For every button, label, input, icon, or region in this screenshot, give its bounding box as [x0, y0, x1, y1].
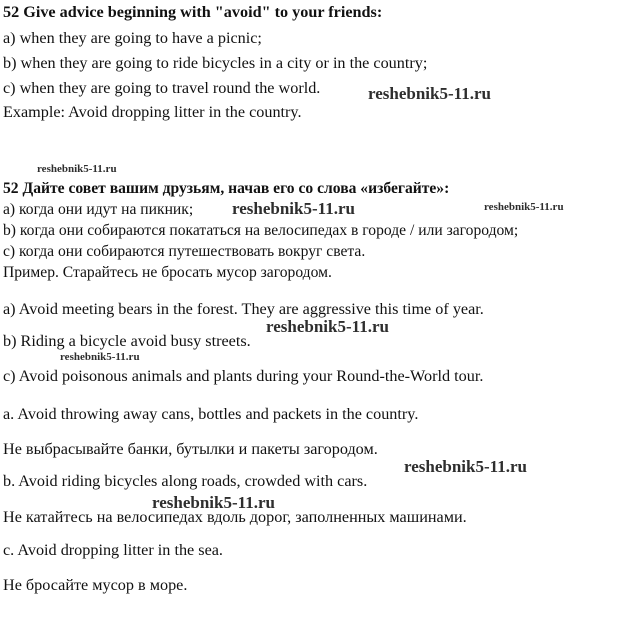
watermark-text: reshebnik5-11.ru	[232, 199, 355, 218]
watermark-text: reshebnik5-11.ru	[37, 163, 117, 175]
exercise-item-a-en: a) when they are going to have a picnic;	[3, 29, 262, 47]
answer-2-b-en: b. Avoid riding bicycles along roads, crowded with cars.	[3, 472, 368, 490]
exercise-title-en: 52 Give advice beginning with "avoid" to your friends:	[3, 3, 383, 21]
watermark-text: reshebnik5-11.ru	[368, 84, 491, 103]
exercise-item-c-en: c) when they are going to travel round the world.	[3, 79, 321, 97]
exercise-title-ru: 52 Дайте совет вашим друзьям, начав его со слова «избегайте»:	[3, 180, 450, 197]
answer-2-c-ru: Не бросайте мусор в море.	[3, 576, 188, 594]
exercise-example-ru: Пример. Старайтесь не бросать мусор загородом.	[3, 264, 332, 281]
watermark-text: reshebnik5-11.ru	[484, 201, 564, 213]
exercise-example-en: Example: Avoid dropping litter in the country.	[3, 103, 302, 121]
watermark-text: reshebnik5-11.ru	[60, 351, 140, 363]
answer-2-a-ru: Не выбрасывайте банки, бутылки и пакеты загородом.	[3, 440, 378, 458]
watermark-text: reshebnik5-11.ru	[266, 317, 389, 336]
exercise-item-b-en: b) when they are going to ride bicycles in a city or in the country;	[3, 54, 428, 72]
answer-2-c-en: c. Avoid dropping litter in the sea.	[3, 541, 223, 559]
answer-1-c: c) Avoid poisonous animals and plants during your Round-the-World tour.	[3, 367, 484, 385]
answer-1-a: a) Avoid meeting bears in the forest. They are aggressive this time of year.	[3, 300, 484, 318]
watermark-text: reshebnik5-11.ru	[404, 457, 527, 476]
answer-2-a-en: a. Avoid throwing away cans, bottles and packets in the country.	[3, 405, 419, 423]
answer-2-b-ru: Не катайтесь на велосипедах вдоль дорог, заполненных машинами.	[3, 508, 467, 526]
exercise-item-b-ru: b) когда они собираются покататься на велосипедах в городе / или загородом;	[3, 222, 519, 239]
answer-1-b: b) Riding a bicycle avoid busy streets.	[3, 332, 251, 350]
exercise-item-c-ru: с) когда они собираются путешествовать вокруг света.	[3, 243, 366, 260]
exercise-item-a-ru: а) когда они идут на пикник;	[3, 201, 194, 218]
watermark-text: reshebnik5-11.ru	[152, 493, 275, 512]
